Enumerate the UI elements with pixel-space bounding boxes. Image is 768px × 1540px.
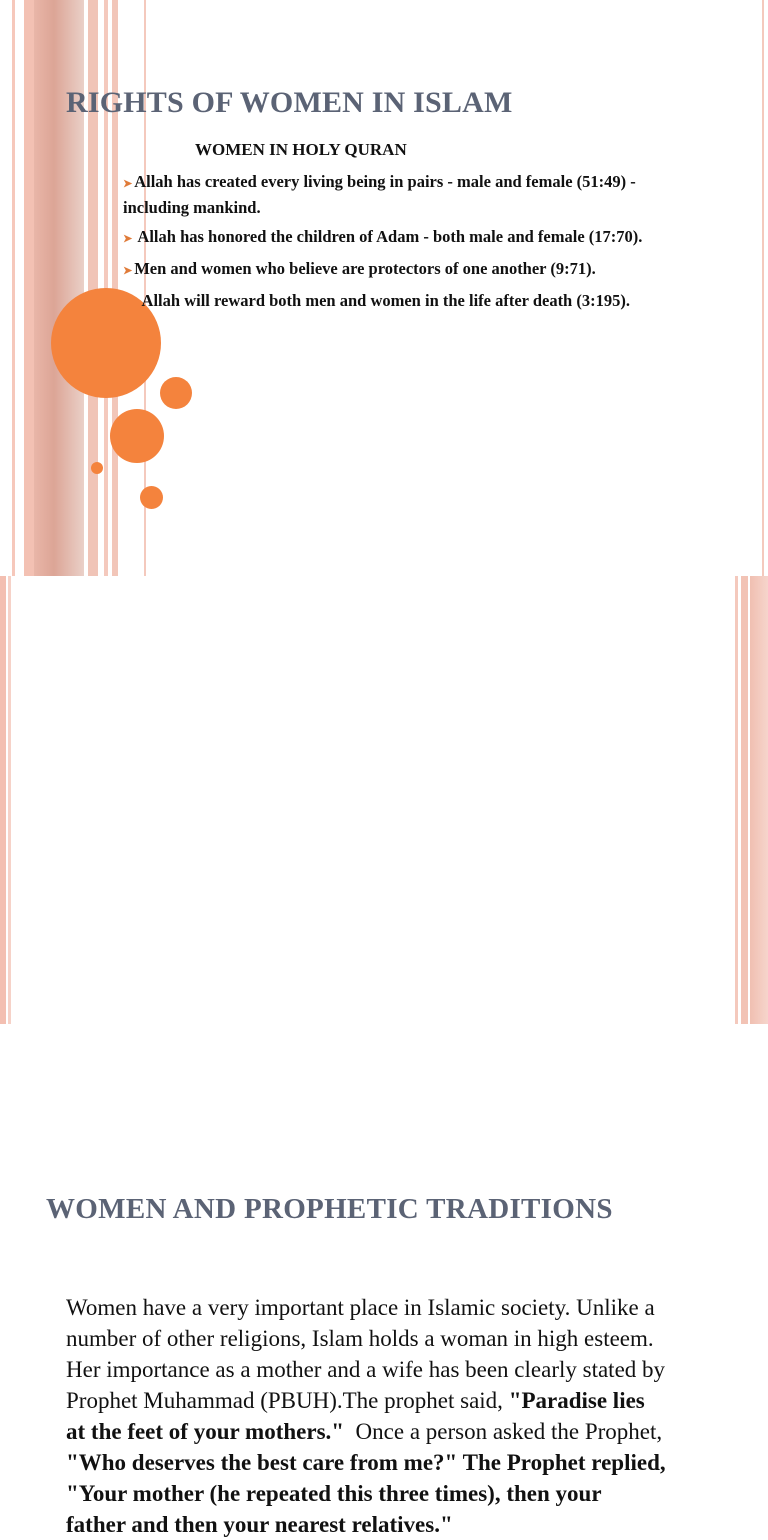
body-paragraph: [66, 1292, 671, 1540]
decor-stripe: [741, 576, 748, 1024]
decor-circle: [91, 462, 103, 474]
slide-prophetic-traditions: [0, 576, 768, 1537]
decor-stripe: [0, 576, 6, 1024]
paragraph-text: Once a person asked the Prophet,: [344, 1419, 668, 1444]
decor-stripe: [750, 576, 768, 1024]
bullet-item: [123, 225, 653, 251]
decor-circle: [160, 377, 192, 409]
decor-stripe: [24, 0, 34, 576]
bullet-item: [123, 170, 653, 219]
section-subheading: WOMEN IN HOLY QURAN: [195, 140, 407, 159]
bullet-list: [123, 170, 653, 321]
paragraph-text: Women have a very important place in Islamic society. Unlike a number of other religions, Islam holds a woman in high esteem. Her importance as a mother and a wife has been clearly stated by Prophet Muhammad (PBUH).The prophet said,: [66, 1295, 671, 1413]
decor-stripe: [8, 576, 11, 1024]
bullet-item: [123, 289, 653, 315]
quote-best-care: "Who deserves the best care from me?" The Prophet replied, "Your mother (he repeated this three times), then your father and then your nearest relatives.": [66, 1450, 666, 1537]
slide-title: RIGHTS OF WOMEN IN ISLAM: [66, 86, 513, 119]
bullet-text: Allah will reward both men and women in the life after death (3:195).: [134, 291, 630, 310]
decor-circle: [140, 486, 163, 509]
arrowhead-bullet-icon: ➤: [123, 233, 133, 245]
bullet-text: Allah has honored the children of Adam - both male and female (17:70).: [134, 227, 643, 246]
arrowhead-bullet-icon: ➤: [123, 265, 133, 277]
decor-stripe: [735, 576, 738, 1024]
bullet-text: Men and women who believe are protectors of one another (9:71).: [134, 259, 596, 278]
slide-rights-of-women: [0, 0, 768, 576]
quote-paradise: "Paradise lies at the feet of your mothers.": [66, 1388, 645, 1444]
arrowhead-bullet-icon: ➤: [123, 178, 133, 190]
decor-stripe: [762, 0, 764, 576]
decor-stripe: [12, 0, 15, 576]
bullet-item: [123, 257, 653, 283]
bullet-text: Allah has created every living being in pairs - male and female (51:49) -including mankind.: [123, 172, 636, 217]
slide-title: WOMEN AND PROPHETIC TRADITIONS: [46, 1193, 613, 1225]
decor-circle: [110, 409, 164, 463]
